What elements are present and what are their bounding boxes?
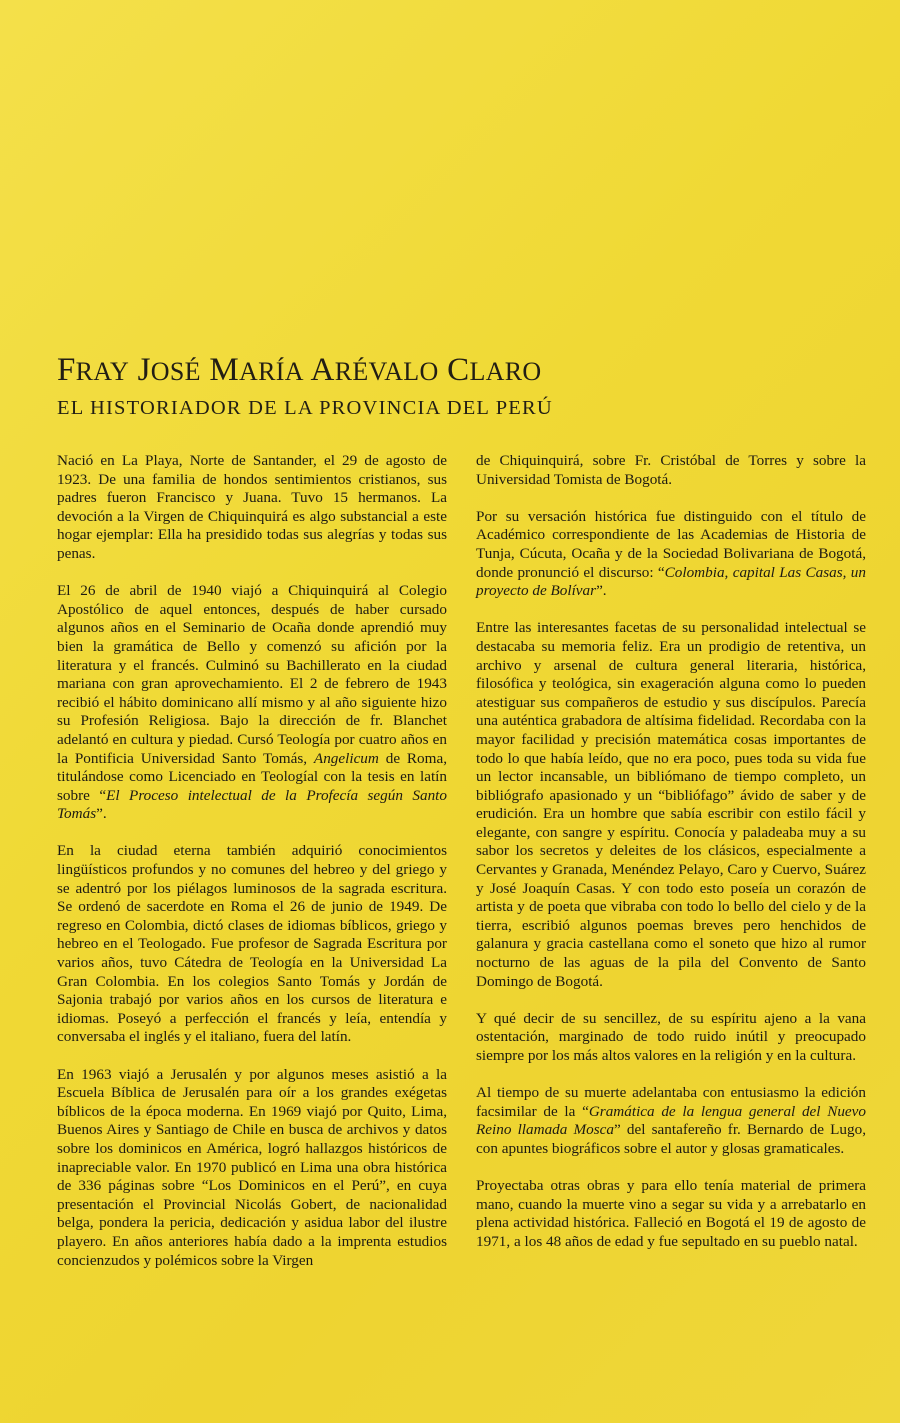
- italic-angelicum: Angelicum: [313, 749, 379, 767]
- italic-speech-title: Colombia, capital Las Casas, un proyecto de Bolívar: [476, 563, 866, 600]
- right-column: [476, 452, 866, 1270]
- article-title: [57, 350, 857, 392]
- paragraph-academies: Por su versación histórica fue distinguido con el título de Académico correspondiente de las Academias de Historia de Tunja, Cúcuta, Ocaña y de la Sociedad Bolivariana de Bogotá, donde pronunció el discurso: “Colombia, capital Las Casas, un proyecto de Bolívar”.: [476, 507, 866, 600]
- paragraph-travels: En 1963 viajó a Jerusalén y por algunos meses asistió a la Escuela Bíblica de Jerusalén para oír a los grandes exégetas bíblicos de la época moderna. En 1969 viajó por Quito, Lima, Buenos Aires y Santiago de Chile en busca de archivos y datos sobre los dominicos en América, logró hallazgos históricos de inapreciable valor. En 1970 publicó en Lima una obra histórica de 336 páginas sobre “Los Dominicos en el Perú”, en cuya presentación el Provincial Nicolás Gobert, de nacionalidad belga, pondera la pericia, dedicación y asidua labor del ilustre playero. En años anteriores había dado a la imprenta estudios concienzudos y polémicos sobre la Virgen: [57, 1065, 447, 1269]
- title-name: JOSÉ MARÍA ARÉVALO CLARO: [137, 352, 542, 388]
- article-subtitle: EL HISTORIADOR DE LA PROVINCIA DEL PERÚ: [57, 397, 553, 419]
- paragraph-continuation: de Chiquinquirá, sobre Fr. Cristóbal de Torres y sobre la Universidad Tomista de Bogotá.: [476, 452, 866, 488]
- italic-thesis-title: El Proceso intelectual de la Profecía según Santo Tomás: [57, 786, 447, 823]
- paragraph-languages: En la ciudad eterna también adquirió conocimientos lingüísticos profundos y no comunes del hebreo y del griego y se adentró por los piélagos luminosos de la sagrada escritura. Se ordenó de sacerdote en Roma el 26 de junio de 1949. De regreso en Colombia, dictó clases de idiomas bíblicos, griego y hebreo en el Teologado. Fue profesor de Sagrada Escritura por varios años, tuvo Cátedra de Teología en la Universidad La Gran Colombia. En los colegios Santo Tomás y Jordán de Sajonia trabajó por varios años en los cursos de literatura e idiomas. Poseyó a perfección el francés y leía, entendía y conversaba el inglés y el italiano, fuera del latín.: [57, 842, 447, 1046]
- article-heading: [57, 350, 857, 422]
- paragraph-death: Proyectaba otras obras y para ello tenía material de primera mano, cuando la muerte vino a segar su vida y a arrebatarlo en plena actividad histórica. Falleció en Bogotá el 19 de agosto de 1971, a los 48 años de edad y fue sepultado en su pueblo natal.: [476, 1177, 866, 1250]
- paragraph-education: El 26 de abril de 1940 viajó a Chiquinquirá al Colegio Apostólico de aquel entonces, después de haber cursado algunos años en el Seminario de Ocaña donde aprendió muy bien la gramática de Bello y comenzó su afición por la literatura y el francés. Culminó su Bachillerato en la ciudad mariana con gran aprovechamiento. El 2 de febrero de 1943 recibió el hábito dominicano allí mismo y al año siguiente hizo su Profesión Religiosa. Bajo la dirección de fr. Blanchet adelantó en cultura y piedad. Cursó Teología por cuatro años en la Pontificia Universidad Santo Tomás, Angelicum de Roma, titulándose como Licenciado en Teologíal con la tesis en latín sobre “El Proceso intelectual de la Profecía según Santo Tomás”.: [57, 582, 447, 823]
- left-column: [57, 452, 447, 1289]
- paragraph-grammar-edition: Al tiempo de su muerte adelantaba con entusiasmo la edición facsimilar de la “Gramática de la lengua general del Nuevo Reino llamada Mosca” del santafereño fr. Bernardo de Lugo, con apuntes biográficos sobre el autor y glosas gramaticales.: [476, 1084, 866, 1157]
- paragraph-memory: Entre las interesantes facetas de su personalidad intelectual se destacaba su memoria feliz. Era un prodigio de retentiva, un archivo y arsenal de cultura general literaria, histórica, filosófica y teológica, sin exageración alguna como lo pueden atestiguar sus compañeros de estudio y sus discípulos. Parecía una auténtica grabadora de altísima fidelidad. Recordaba con la mayor facilidad y precisión matemática cosas importantes de todo lo que había leído, que no era poco, pues toda su vida fue un lector incansable, un bibliómano de tiempo completo, un bibliógrafo apasionado y un “bibliófago” ávido de saber y de erudición. Era un hombre que sabía escribir con estilo fácil y elegante, con sangre y espíritu. Conocía y paladeaba muy a su sabor los secretos y deleites de los clásicos, especialmente a Cervantes y Granada, Menéndez Pelayo, Caro y Cuervo, Suárez y José Joaquín Casas. Y con todo esto poseía un corazón de artista y de poeta que vibraba con todo lo bello del cielo y de la tierra, escribió algunos poemas breves pero henchidos de galanura y gracia castellana como el soneto que hizo al rumor nocturno de las aguas de la pila del Convento de Santo Domingo de Bogotá.: [476, 619, 866, 990]
- title-prefix: FRAY: [57, 352, 130, 388]
- paragraph-simplicity: Y qué decir de su sencillez, de su espíritu ajeno a la vana ostentación, marginado de todo ruido inútil y preocupado siempre por los más altos valores en la religión y en la cultura.: [476, 1009, 866, 1064]
- italic-grammar-title: Gramática de la lengua general del Nuevo Reino llamada Mosca: [476, 1102, 866, 1139]
- paragraph-birth: Nació en La Playa, Norte de Santander, el 29 de agosto de 1923. De una familia de hondos sentimientos cristianos, sus padres fueron Francisco y Juana. Tuvo 15 hermanos. La devoción a la Virgen de Chiquinquirá es algo substancial a este hogar ejemplar: Ella ha presidido todas sus alegrías y todas sus penas.: [57, 452, 447, 562]
